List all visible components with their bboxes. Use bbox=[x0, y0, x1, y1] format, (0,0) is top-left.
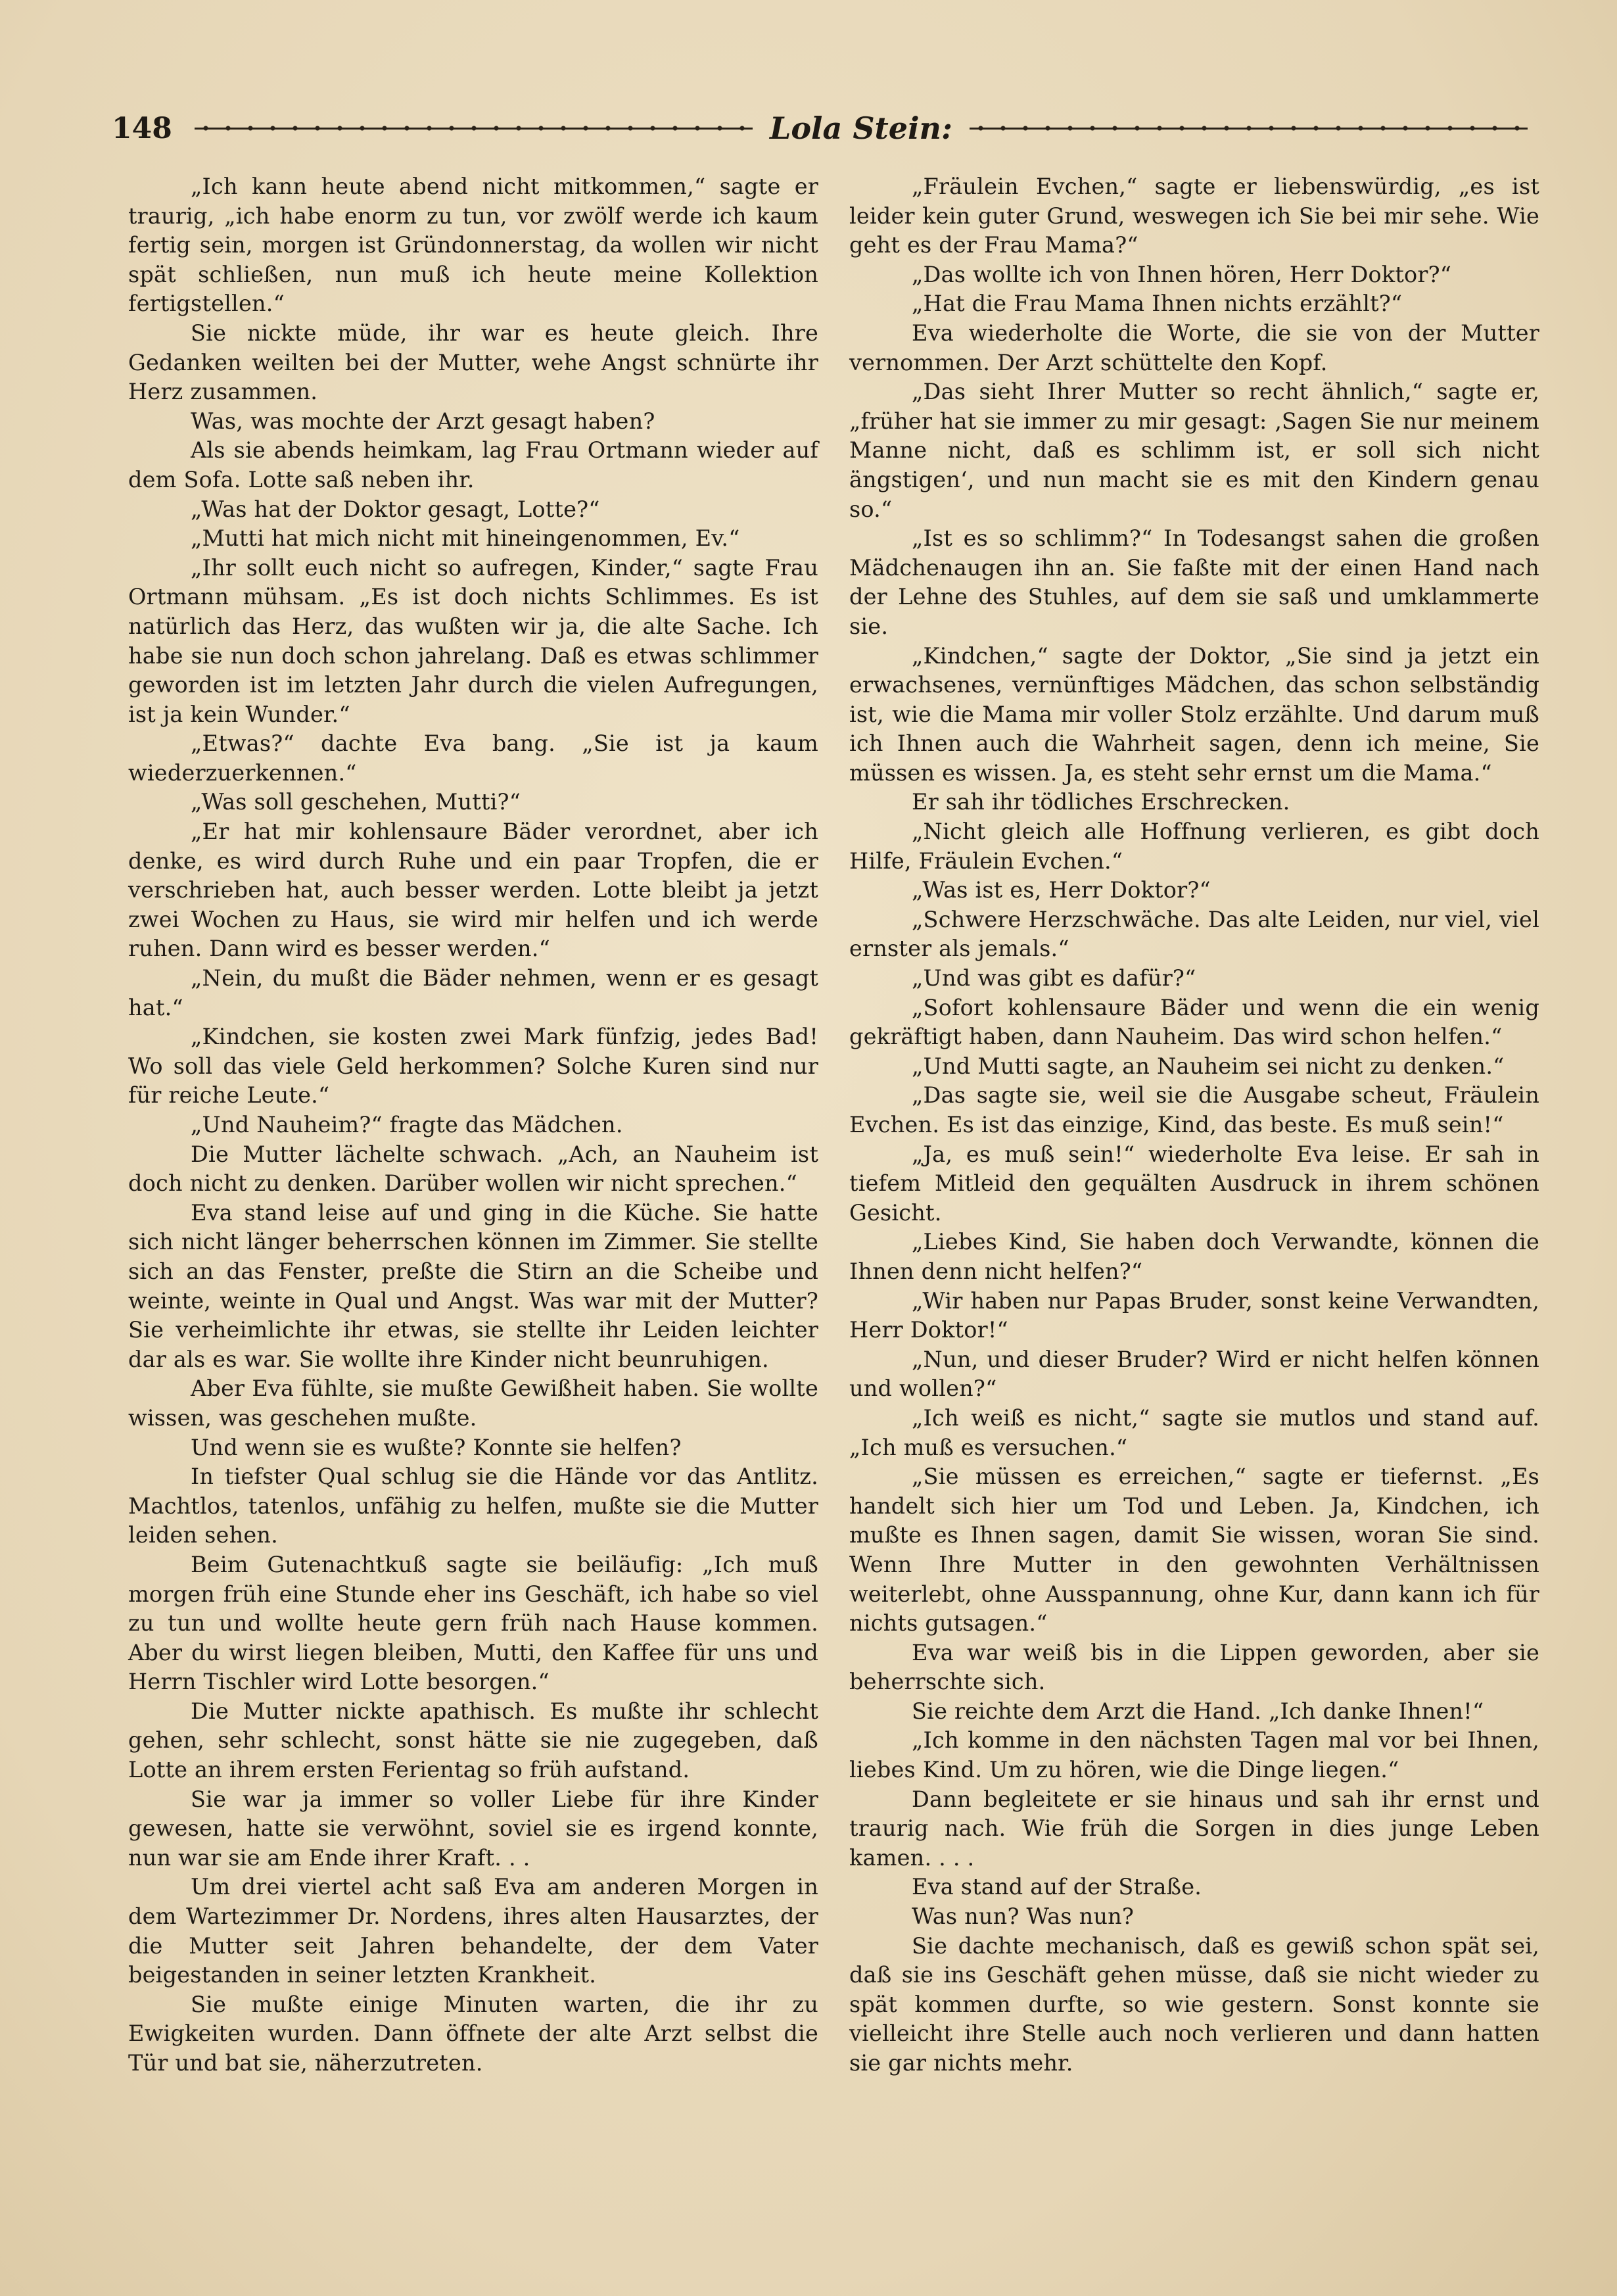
paragraph: „Mutti hat mich nicht mit hineingenommen, Ev.“ bbox=[191, 525, 740, 552]
paragraph: Sie dachte mechanisch, daß es gewiß schon spät sei, daß sie ins Geschäft gehen müsse, daß sie nicht wieder zu spät kommen durfte, so wie gestern. Sonst konnte sie vielleicht ihre Stelle auch noch verlieren und dann hatten sie gar nichts mehr. bbox=[849, 1932, 1539, 2076]
paragraph: „Sie müssen es erreichen,“ sagte er tiefernst. „Es handelt sich hier um Tod und Leben. Ja, Kindchen, ich mußte es Ihnen sagen, damit Sie wissen, woran Sie sind. Wenn Ihre Mutter in den gewohnten Verhältnissen weiterlebt, ohne Ausspannung, ohne Kur, dann kann ich für nichts gutsagen.“ bbox=[849, 1464, 1539, 1637]
paragraph: Sie nickte müde, ihr war es heute gleich. Ihre Gedanken weilten bei der Mutter, wehe Angst schnürte ihr Herz zusammen. bbox=[128, 320, 818, 405]
page-number: 148 bbox=[112, 111, 172, 145]
paragraph: „Ich kann heute abend nicht mitkommen,“ sagte er traurig, „ich habe enorm zu tun, vor zwölf werde ich kaum fertig sein, morgen ist Gründonnerstag, da wollen wir nicht spät schließen, nun muß ich heute meine Kollektion fertigstellen.“ bbox=[128, 174, 818, 317]
paragraph: „Was ist es, Herr Doktor?“ bbox=[912, 877, 1211, 903]
paragraph: „Nicht gleich alle Hoffnung verlieren, es gibt doch Hilfe, Fräulein Evchen.“ bbox=[849, 819, 1539, 874]
paragraph: Eva stand auf der Straße. bbox=[912, 1874, 1202, 1900]
paragraph: In tiefster Qual schlug sie die Hände vor das Antlitz. Machtlos, tatenlos, unfähig zu helfen, mußte sie die Mutter leiden sehen. bbox=[128, 1464, 818, 1548]
paragraph: Und wenn sie es wußte? Konnte sie helfen? bbox=[191, 1434, 682, 1460]
paragraph: „Nun, und dieser Bruder? Wird er nicht helfen können und wollen?“ bbox=[849, 1346, 1539, 1402]
paragraph: Die Mutter nickte apathisch. Es mußte ihr schlecht gehen, sehr schlecht, sonst hätte sie nie zugegeben, daß Lotte an ihrem ersten Ferientag so früh aufstand. bbox=[128, 1698, 818, 1783]
paragraph: „Kindchen, sie kosten zwei Mark fünfzig, jedes Bad! Wo soll das viele Geld herkommen? Solche Kuren sind nur für reiche Leute.“ bbox=[128, 1024, 818, 1109]
paragraph: „Liebes Kind, Sie haben doch Verwandte, können die Ihnen denn nicht helfen?“ bbox=[849, 1229, 1539, 1284]
paragraph: „Ja, es muß sein!“ wiederholte Eva leise. Er sah in tiefem Mitleid den gequälten Ausdruck in ihrem schönen Gesicht. bbox=[849, 1141, 1539, 1226]
running-head: Lola Stein: bbox=[770, 110, 952, 146]
page-header bbox=[112, 105, 1538, 151]
paragraph: Die Mutter lächelte schwach. „Ach, an Nauheim ist doch nicht zu denken. Darüber wollen wir nicht sprechen.“ bbox=[128, 1141, 818, 1197]
paragraph: „Ich komme in den nächsten Tagen mal vor bei Ihnen, liebes Kind. Um zu hören, wie die Dinge liegen.“ bbox=[849, 1727, 1539, 1783]
paragraph: „Ist es so schlimm?“ In Todesangst sahen die großen Mädchenaugen ihn an. Sie faßte mit der einen Hand nach der Lehne des Stuhles, auf dem sie saß und umklammerte sie. bbox=[849, 525, 1539, 639]
paragraph: Eva stand leise auf und ging in die Küche. Sie hatte sich nicht länger beherrschen können im Zimmer. Sie stellte sich an das Fenster, preßte die Stirn an die Scheibe und weinte, weinte in Qual und Angst. Was war mit der Mutter? Sie verheimlichte ihr etwas, sie stellte ihr Leiden leichter dar als es war. Sie wollte ihre Kinder nicht beunruhigen. bbox=[128, 1199, 818, 1372]
paragraph: „Was soll geschehen, Mutti?“ bbox=[191, 789, 521, 815]
paragraph: Er sah ihr tödliches Erschrecken. bbox=[912, 789, 1290, 815]
paragraph: „Schwere Herzschwäche. Das alte Leiden, nur viel, viel ernster als jemals.“ bbox=[849, 906, 1539, 962]
paragraph: „Das sagte sie, weil sie die Ausgabe scheut, Fräulein Evchen. Es ist das einzige, Kind, das beste. Es muß sein!“ bbox=[849, 1082, 1539, 1137]
paragraph: Um drei viertel acht saß Eva am anderen Morgen in dem Wartezimmer Dr. Nordens, ihres alten Hausarztes, der die Mutter seit Jahren behandelte, der dem Vater beigestanden in seiner letzten Krankheit. bbox=[128, 1874, 818, 1988]
paragraph: „Das sieht Ihrer Mutter so recht ähnlich,“ sagte er, „früher hat sie immer zu mir gesagt: ‚Sagen Sie nur meinem Manne nicht, daß es schlimm ist, er soll sich nicht ängstigen‘, und nun macht sie es mit den Kindern genau so.“ bbox=[849, 379, 1539, 522]
paragraph: Was, was mochte der Arzt gesagt haben? bbox=[191, 408, 655, 434]
paragraph: Dann begleitete er sie hinaus und sah ihr ernst und traurig nach. Wie früh die Sorgen in dies junge Leben kamen. . . . bbox=[849, 1786, 1539, 1871]
paragraph: Sie reichte dem Arzt die Hand. „Ich danke Ihnen!“ bbox=[912, 1698, 1484, 1724]
paragraph: „Was hat der Doktor gesagt, Lotte?“ bbox=[191, 496, 600, 522]
paragraph: Sie mußte einige Minuten warten, die ihr zu Ewigkeiten wurden. Dann öffnete der alte Arzt selbst die Tür und bat sie, näherzutreten. bbox=[128, 1991, 818, 2076]
ornament-rule-left bbox=[195, 122, 753, 135]
paragraph: „Das wollte ich von Ihnen hören, Herr Doktor?“ bbox=[912, 261, 1452, 287]
paragraph: „Ich weiß es nicht,“ sagte sie mutlos und stand auf. „Ich muß es versuchen.“ bbox=[849, 1404, 1539, 1460]
paragraph: „Nein, du mußt die Bäder nehmen, wenn er es gesagt hat.“ bbox=[128, 965, 818, 1020]
left-column bbox=[128, 172, 818, 2078]
paragraph: „Etwas?“ dachte Eva bang. „Sie ist ja kaum wiederzuerkennen.“ bbox=[128, 730, 818, 786]
paragraph: Was nun? Was nun? bbox=[912, 1903, 1135, 1930]
paragraph: „Hat die Frau Mama Ihnen nichts erzählt?“ bbox=[912, 291, 1403, 317]
paragraph: Als sie abends heimkam, lag Frau Ortmann wieder auf dem Sofa. Lotte saß neben ihr. bbox=[128, 437, 818, 492]
ornament-rule-right bbox=[970, 122, 1528, 135]
paragraph: „Sofort kohlensaure Bäder und wenn die ein wenig gekräftigt haben, dann Nauheim. Das wird schon helfen.“ bbox=[849, 994, 1539, 1050]
right-column bbox=[849, 172, 1539, 2078]
paragraph: „Fräulein Evchen,“ sagte er liebenswürdig, „es ist leider kein guter Grund, weswegen ich Sie bei mir sehe. Wie geht es der Frau Mama?“ bbox=[849, 174, 1539, 258]
paragraph: „Und was gibt es dafür?“ bbox=[912, 965, 1196, 992]
paragraph: Aber Eva fühlte, sie mußte Gewißheit haben. Sie wollte wissen, was geschehen mußte. bbox=[128, 1375, 818, 1431]
paragraph: „Wir haben nur Papas Bruder, sonst keine Verwandten, Herr Doktor!“ bbox=[849, 1287, 1539, 1343]
paragraph: „Ihr sollt euch nicht so aufregen, Kinder,“ sagte Frau Ortmann mühsam. „Es ist doch nichts Schlimmes. Es ist natürlich das Herz, das wußten wir ja, die alte Sache. Ich habe sie nun doch schon jahrelang. Daß es etwas schlimmer geworden ist im letzten Jahr durch die vielen Aufregungen, ist ja kein Wunder.“ bbox=[128, 554, 818, 727]
paragraph: Eva wiederholte die Worte, die sie von der Mutter vernommen. Der Arzt schüttelte den Kopf. bbox=[849, 320, 1539, 375]
paragraph: „Er hat mir kohlensaure Bäder verordnet, aber ich denke, es wird durch Ruhe und ein paar Tropfen, die er verschrieben hat, auch besser werden. Lotte bleibt ja jetzt zwei Wochen zu Haus, sie wird mir helfen und ich werde ruhen. Dann wird es besser werden.“ bbox=[128, 819, 818, 962]
paragraph: „Und Nauheim?“ fragte das Mädchen. bbox=[191, 1112, 623, 1137]
paragraph: Sie war ja immer so voller Liebe für ihre Kinder gewesen, hatte sie verwöhnt, soviel sie es irgend konnte, nun war sie am Ende ihrer Kraft. . . bbox=[128, 1786, 818, 1871]
paragraph: „Kindchen,“ sagte der Doktor, „Sie sind ja jetzt ein erwachsenes, vernünftiges Mädchen, das schon selbständig ist, wie die Mama mir voller Stolz erzählte. Und darum muß ich Ihnen auch die Wahrheit sagen, denn ich meine, Sie müssen es wissen. Ja, es steht sehr ernst um die Mama.“ bbox=[849, 642, 1539, 786]
paragraph: „Und Mutti sagte, an Nauheim sei nicht zu denken.“ bbox=[912, 1053, 1505, 1079]
paragraph: Eva war weiß bis in die Lippen geworden, aber sie beherrschte sich. bbox=[849, 1639, 1539, 1695]
paragraph: Beim Gutenachtkuß sagte sie beiläufig: „Ich muß morgen früh eine Stunde eher ins Geschäft, ich habe so viel zu tun und wollte heute gern früh nach Hause kommen. Aber du wirst liegen bleiben, Mutti, den Kaffee für uns und Herrn Tischler wird Lotte besorgen.“ bbox=[128, 1551, 818, 1695]
